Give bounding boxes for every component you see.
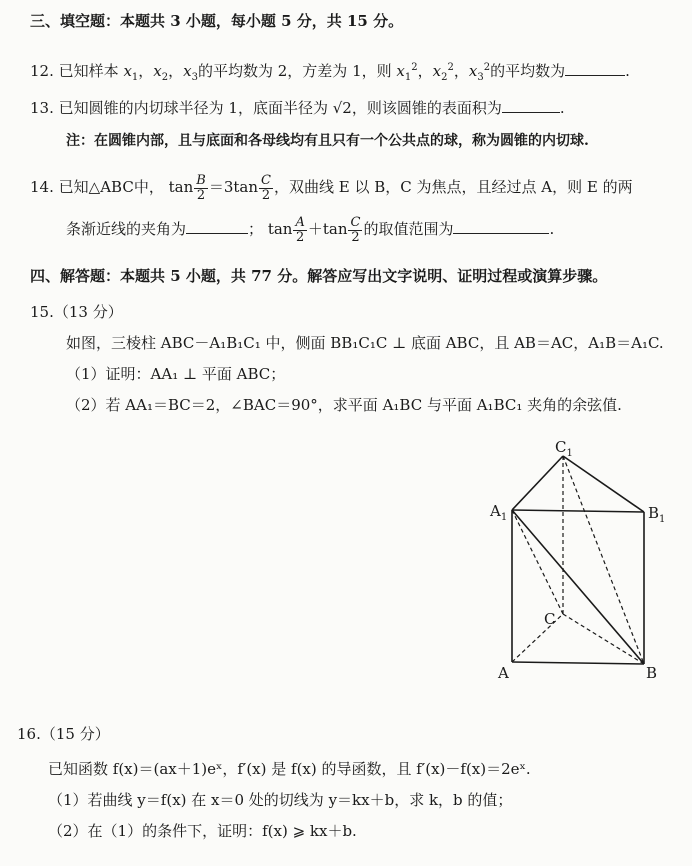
section4-heading: 四、解答题：本题共 5 小题，共 77 分。解答应写出文字说明、证明过程或演算步骤。 xyxy=(30,267,608,285)
prism-figure xyxy=(480,438,680,688)
q13-text-a: 已知圆锥的内切球半径为 1，底面半径为 xyxy=(58,99,328,117)
edge-A1-C1 xyxy=(512,456,563,510)
q12-number: 12. xyxy=(30,62,54,80)
label-C1: $C_1$ xyxy=(555,438,573,459)
q12-text-a: 已知样本 xyxy=(58,62,119,80)
q12-text-b: 的平均数为 2，方差为 1，则 xyxy=(198,62,392,80)
q14-end: . xyxy=(549,220,555,238)
q14-text-a: 已知 xyxy=(58,178,89,196)
q14-line2-b: ； xyxy=(248,220,264,238)
q15-number: 15.（13 分） xyxy=(30,303,123,321)
edge-A1-B1 xyxy=(512,510,644,512)
q14-condition: tan $\frac{B}{2}$ ＝3tan $\frac{C}{2}$ xyxy=(168,172,271,203)
q14-expression: tan $\frac{A}{2}$ ＋tan $\frac{C}{2}$ xyxy=(267,214,361,245)
q15-stem: 如图，三棱柱 ABC－A₁B₁C₁ 中，侧面 BB₁C₁C ⊥ 底面 ABC，且 AB＝AC，A₁B＝A₁C. xyxy=(66,334,664,352)
q14-text-c: ，双曲线 E 以 B，C 为焦点，且经过点 A，则 E 的两 xyxy=(273,178,633,196)
q14-blank-2 xyxy=(453,219,549,234)
q14-number: 14. xyxy=(30,178,54,196)
q14-blank-1 xyxy=(186,219,248,234)
q14-line2-c: 的取值范围为 xyxy=(363,220,454,238)
q15-part1: （1）证明：AA₁ ⊥ 平面 ABC； xyxy=(66,365,286,383)
q13-note: 注：在圆锥内部，且与底面和各母线均有且只有一个公共点的球，称为圆锥的内切球. xyxy=(66,133,589,149)
q14-triangle: △ABC xyxy=(88,178,134,196)
q16-part2: （2）在（1）的条件下，证明：f(x) ⩾ kx＋b. xyxy=(48,822,357,840)
q13-number: 13. xyxy=(30,99,54,117)
q13-answer-blank xyxy=(502,98,560,113)
edge-A1-B xyxy=(512,510,644,664)
question-13 xyxy=(30,98,565,118)
label-B: B xyxy=(646,664,658,682)
q14-text-b: 中， xyxy=(133,178,164,196)
q12-samples: $x_1$，$x_2$，$x_3$ xyxy=(123,62,198,83)
q14-line2 xyxy=(66,214,554,245)
q16-number: 16.（15 分） xyxy=(17,725,110,743)
q16-stem: 已知函数 f(x)＝(ax＋1)eˣ，f′(x) 是 f(x) 的导函数，且 f′(x)－f(x)＝2eˣ. xyxy=(48,760,531,778)
q12-squares: $x_1^2$，$x_2^2$，$x_3^2$ xyxy=(396,62,491,83)
question-14 xyxy=(30,172,633,203)
label-A: A xyxy=(498,664,509,682)
label-A1: $A_1$ xyxy=(490,502,508,523)
section3-heading: 三、填空题：本题共 3 小题，每小题 5 分，共 15 分。 xyxy=(30,12,404,30)
q13-root: √2 xyxy=(332,99,352,117)
q14-line2-a: 条渐近线的夹角为 xyxy=(66,220,187,238)
q16-part1: （1）若曲线 y＝f(x) 在 x＝0 处的切线为 y＝kx＋b，求 k，b 的值； xyxy=(48,791,513,809)
q13-end: . xyxy=(559,99,565,117)
label-C: C xyxy=(544,610,556,628)
question-12 xyxy=(30,58,630,88)
q12-text-c: 的平均数为 xyxy=(490,62,566,80)
label-B1: $B_1$ xyxy=(648,504,666,525)
q12-answer-blank xyxy=(565,61,625,76)
q13-text-b: ，则该圆锥的表面积为 xyxy=(351,99,502,117)
edge-C1-B xyxy=(563,456,644,664)
q15-part2: （2）若 AA₁＝BC＝2，∠BAC＝90°，求平面 A₁BC 与平面 A₁BC₁ 夹角的余弦值. xyxy=(66,396,622,414)
edge-A-B xyxy=(512,662,644,664)
q12-end: . xyxy=(625,62,630,80)
edge-C1-B1 xyxy=(563,456,644,512)
edge-A1-C xyxy=(512,510,563,614)
edge-C-B xyxy=(563,614,644,664)
